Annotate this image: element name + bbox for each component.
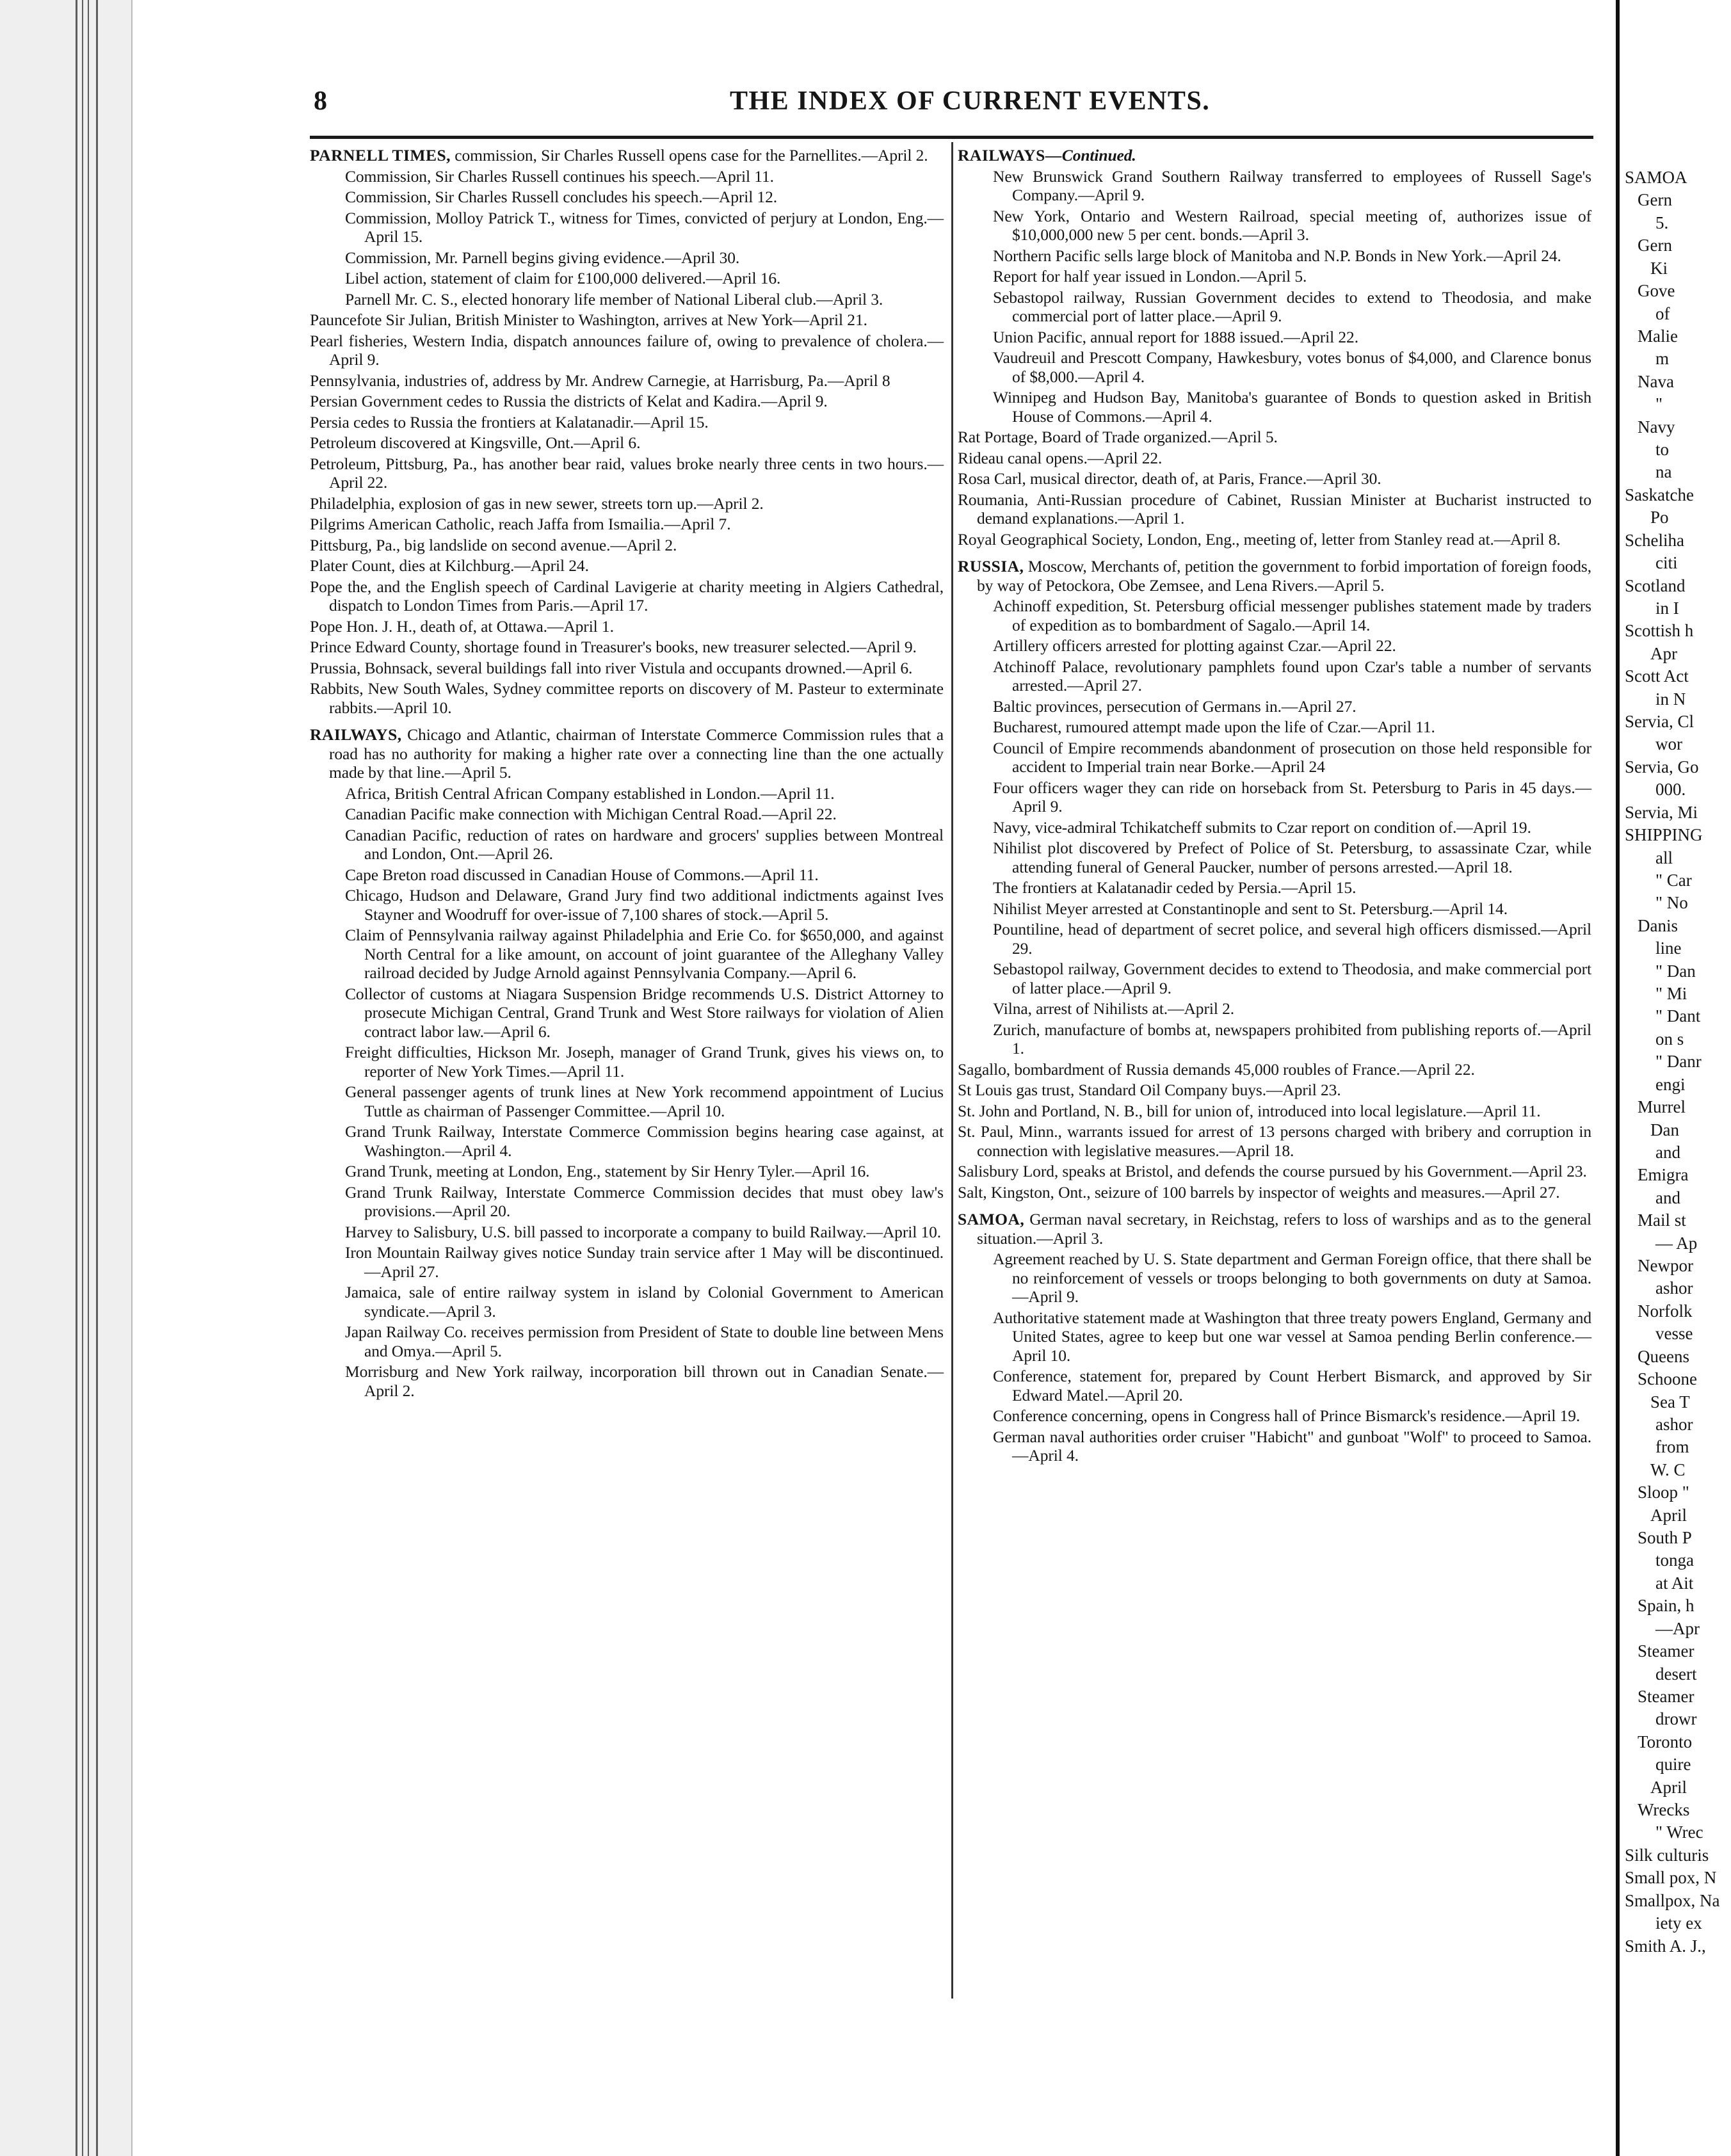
fragment-line: SAMOA (1625, 168, 1687, 187)
entry-text: Morrisburg and New York railway, incorporation bill thrown out in Canadian Senate.—April 2. (345, 1362, 944, 1400)
index-entry (958, 449, 1591, 468)
index-entry (345, 1283, 944, 1321)
index-entry (958, 428, 1591, 447)
fragment-line: 000. (1655, 780, 1686, 799)
entry-text: Prince Edward County, shortage found in Treasurer's books, new treasurer selected.—April 9. (310, 638, 917, 656)
entry-text: Rosa Carl, musical director, death of, at Paris, France.—April 30. (958, 469, 1381, 488)
header-rule (310, 136, 1593, 139)
entry-text: Freight difficulties, Hickson Mr. Joseph, manager of Grand Trunk, gives his views on, to reporter of New York Times.—April 11. (345, 1043, 944, 1081)
index-entry (958, 1183, 1591, 1202)
entry-text: Artillery officers arrested for plotting against Czar.—April 22. (993, 636, 1396, 655)
entry-text: Pennsylvania, industries of, address by Mr. Andrew Carnegie, at Harrisburg, Pa.—April 8 (310, 371, 890, 390)
entry-text: Conference, statement for, prepared by Count Herbert Bismarck, and approved by Sir Edward Matel.—April 20. (993, 1367, 1591, 1404)
index-entry (310, 310, 944, 330)
entry-text: Pittsburg, Pa., big landslide on second avenue.—April 2. (310, 535, 677, 554)
entry-text: Report for half year issued in London.—April 5. (993, 267, 1307, 286)
entry-text: Roumania, Anti-Russian procedure of Cabinet, Russian Minister at Bucharist instructed to demand explanations.—April 1. (958, 490, 1591, 527)
index-entry (993, 999, 1591, 1018)
fragment-line: " Wrec (1655, 1822, 1703, 1842)
fragment-line: drowr (1655, 1709, 1697, 1728)
entry-text: Japan Railway Co. receives permission from President of State to double line between Mens and Omya.—April 5. (345, 1323, 944, 1360)
entry-text: Sebastopol railway, Government decides to extend to Theodosia, and make commercial port of latter place.—April 9. (993, 960, 1591, 997)
index-entry (993, 878, 1591, 897)
index-entry (310, 413, 944, 432)
fragment-line: Norfolk (1638, 1301, 1693, 1321)
entry-text: Atchinoff Palace, revolutionary pamphlets found upon Czar's table a number of servants arrested.—April 27. (993, 657, 1591, 695)
fragment-line: Scheliha (1625, 531, 1684, 550)
index-entry (310, 659, 944, 678)
section-heading: RUSSIA, (958, 557, 1024, 575)
fragment-line: and (1655, 1143, 1680, 1162)
fragment-line: wor (1655, 734, 1682, 753)
index-entry (958, 530, 1591, 549)
fragment-line: Scottish h (1625, 621, 1694, 640)
right-column (958, 146, 1591, 1467)
entry-text: Commission, Mr. Parnell begins giving evidence.—April 30. (345, 248, 740, 267)
index-entry (345, 1043, 944, 1081)
fragment-line: Dan (1650, 1120, 1679, 1139)
index-entry (345, 985, 944, 1042)
page-edge-line (82, 0, 83, 2156)
fragment-line: Nava (1638, 372, 1674, 391)
index-entry (993, 636, 1591, 656)
index-entry (993, 1406, 1591, 1426)
entry-text: Iron Mountain Railway gives notice Sunday train service after 1 May will be discontinued.—April 27. (345, 1243, 944, 1281)
entry-text: Chicago, Hudson and Delaware, Grand Jury find two additional indictments against Ives Stayner and Woodruff for over-issue of 7,100 shares of stock.—April 5. (345, 886, 944, 924)
fragment-line: all (1655, 848, 1673, 867)
fragment-line: April (1650, 1778, 1687, 1797)
section-gap (958, 551, 1591, 557)
entry-text: The frontiers at Kalatanadir ceded by Persia.—April 15. (993, 878, 1357, 897)
entry-text: Baltic provinces, persecution of Germans in.—April 27. (993, 696, 1357, 716)
fragment-line: Steamer (1638, 1687, 1695, 1706)
entry-text: Philadelphia, explosion of gas in new sewer, streets torn up.—April 2. (310, 494, 764, 513)
fragment-line: tonga (1655, 1550, 1694, 1570)
fragment-line: Smith A. J., (1625, 1936, 1706, 1956)
index-entry (993, 1020, 1591, 1058)
index-entry (310, 577, 944, 615)
index-entry (345, 167, 944, 186)
entry-text: Bucharest, rumoured attempt made upon the life of Czar.—April 11. (993, 718, 1435, 736)
index-entry (958, 146, 1591, 165)
fragment-line: ashor (1655, 1278, 1693, 1298)
fragment-line: iety ex (1655, 1913, 1702, 1933)
fragment-line: Scott Act (1625, 666, 1689, 686)
index-entry (993, 1367, 1591, 1404)
fragment-line: Servia, Go (1625, 757, 1699, 776)
entry-text: German naval secretary, in Reichstag, refers to loss of warships and as to the general situation.—April 3. (977, 1210, 1591, 1248)
page-number: 8 (314, 86, 327, 116)
fragment-line: Saskatche (1625, 485, 1694, 504)
index-entry (993, 697, 1591, 716)
index-entry (345, 1243, 944, 1281)
fragment-line: Scotland (1625, 576, 1686, 595)
index-entry (993, 246, 1591, 266)
section-heading: RAILWAYS— (958, 146, 1062, 165)
fragment-line: Wrecks (1638, 1800, 1690, 1819)
entry-text: German naval authorities order cruiser "Habicht" and gunboat "Wolf" to proceed to Samoa.—April 4. (993, 1427, 1591, 1465)
entry-text: Chicago and Atlantic, chairman of Interstate Commerce Commission rules that a road has no authority for making a higher rate over a connecting line than the one actually made by that line.—April 5. (329, 725, 944, 782)
fragment-line: " (1655, 394, 1663, 414)
fragment-line: Smallpox, Na (1625, 1891, 1720, 1910)
index-entry (345, 926, 944, 983)
index-entry (345, 1122, 944, 1160)
entry-text: Plater Count, dies at Kilchburg.—April 24. (310, 556, 589, 575)
index-entry (345, 826, 944, 864)
entry-text: Nihilist plot discovered by Prefect of Police of St. Petersburg, to assassinate Czar, while attending funeral of General Paucker, number of persons arrested.—April 18. (993, 839, 1591, 876)
fragment-line: Small pox, N (1625, 1868, 1717, 1887)
entry-text: Council of Empire recommends abandonment of prosecution on those held responsible for accident to Imperial train near Borke.—April 24 (993, 738, 1591, 776)
entry-text: New Brunswick Grand Southern Railway transferred to employees of Russell Sage's Company.—April 9. (993, 166, 1591, 204)
entry-text: Canadian Pacific make connection with Michigan Central Road.—April 22. (345, 805, 837, 823)
index-entry (958, 469, 1591, 488)
left-column (310, 146, 944, 1402)
fragment-line: " Mi (1655, 984, 1687, 1003)
index-entry (993, 778, 1591, 816)
fragment-line: Apr (1650, 644, 1677, 663)
index-entry (310, 494, 944, 513)
fragment-line: Po (1650, 508, 1669, 527)
index-entry (993, 718, 1591, 737)
entry-text: Winnipeg and Hudson Bay, Manitoba's guarantee of Bonds to question asked in British House of Commons.—April 4. (993, 388, 1591, 426)
index-entry (958, 557, 1591, 595)
entry-text: Salisbury Lord, speaks at Bristol, and defends the course pursued by his Government.—April 23. (958, 1162, 1587, 1180)
entry-text: Rat Portage, Board of Trade organized.—April 5. (958, 428, 1278, 446)
entry-text: Achinoff expedition, St. Petersburg official messenger publishes statement made by traders of expedition as to bombardment of Sagalo.—April 14. (993, 597, 1591, 634)
entry-text: Commission, Sir Charles Russell continues his speech.—April 11. (345, 166, 774, 186)
fragment-line: Murrel (1638, 1097, 1686, 1116)
index-entry (345, 1162, 944, 1181)
fragment-line: " Dan (1655, 961, 1696, 981)
entry-text: Navy, vice-admiral Tchikatcheff submits to Czar report on condition of.—April 19. (993, 817, 1531, 837)
fragment-line: in I (1655, 599, 1679, 618)
fragment-line: citi (1655, 553, 1678, 572)
entry-text: Grand Trunk Railway, Interstate Commerce Commission decides that must obey law's provisions.—April 20. (345, 1182, 944, 1220)
fragment-line: W. C (1650, 1460, 1686, 1479)
entry-text: Rabbits, New South Wales, Sydney committee reports on discovery of M. Pasteur to exterminate rabbits.—April 10. (310, 679, 944, 717)
index-entry (993, 167, 1591, 205)
fragment-line: SHIPPING (1625, 825, 1703, 844)
index-entry (993, 328, 1591, 347)
index-entry (310, 679, 944, 717)
entry-text: Cape Breton road discussed in Canadian House of Commons.—April 11. (345, 865, 819, 884)
fragment-line: from (1655, 1437, 1689, 1456)
index-entry (310, 455, 944, 492)
entry-text: St Louis gas trust, Standard Oil Company buys.—April 23. (958, 1081, 1341, 1099)
entry-text: Persia cedes to Russia the frontiers at Kalatanadir.—April 15. (310, 412, 709, 431)
index-entry (993, 597, 1591, 634)
fragment-line: of (1655, 304, 1670, 323)
fragment-line: engi (1655, 1075, 1686, 1094)
entry-text: Authoritative statement made at Washington that three treaty powers England, Germany and United States, agree to keep but one war vessel at Samoa pending Berlin conference.—April 10. (993, 1308, 1591, 1365)
fragment-line: Toronto (1638, 1732, 1693, 1751)
index-entry (345, 865, 944, 885)
fragment-line: quire (1655, 1755, 1691, 1774)
entry-text: General passenger agents of trunk lines at New York recommend appointment of Lucius Tuttle as chairman of Passenger Committee.—April 10. (345, 1082, 944, 1120)
fragment-line: Gern (1638, 190, 1672, 209)
fragment-line: Queens (1638, 1347, 1689, 1366)
index-entry (310, 617, 944, 636)
fragment-line: Silk culturis (1625, 1846, 1709, 1865)
page-edge-line (76, 0, 77, 2156)
entry-text: Union Pacific, annual report for 1888 issued.—April 22. (993, 327, 1358, 346)
fragment-line: April (1650, 1506, 1687, 1525)
entry-text: Pountiline, head of department of secret police, and several high officers dismissed.—April 29. (993, 920, 1591, 958)
fragment-line: Schoone (1638, 1369, 1697, 1388)
fragment-line: Navy (1638, 417, 1675, 437)
index-entry (345, 784, 944, 803)
entry-text: Africa, British Central African Company established in London.—April 11. (345, 784, 835, 803)
fragment-line: in N (1655, 689, 1686, 709)
entry-text: Petroleum discovered at Kingsville, Ont.—April 6. (310, 433, 641, 452)
entry-text: Canadian Pacific, reduction of rates on hardware and grocers' supplies between Montreal and London, Ont.—April 26. (345, 825, 944, 863)
entry-text: Harvey to Salisbury, U.S. bill passed to incorporate a company to build Railway.—April 10. (345, 1222, 942, 1241)
index-entry (993, 899, 1591, 919)
index-entry (310, 371, 944, 390)
entry-text: Pope the, and the English speech of Cardinal Lavigerie at charity meeting in Algiers Cathedral, dispatch to London Times from Paris.—April 17. (310, 577, 944, 615)
entry-text: Northern Pacific sells large block of Manitoba and N.P. Bonds in New York.—April 24. (993, 246, 1561, 265)
fragment-line: on s (1655, 1029, 1684, 1049)
entry-text: Claim of Pennsylvania railway against Philadelphia and Erie Co. for $650,000, and against North Central for a like amount, on account of joint guarantee of the Alleghany Valley railroad decided by Judge Arnold against Pennsylvania Company.—April 6. (345, 926, 944, 982)
fragment-line: ashor (1655, 1415, 1693, 1434)
section-gap (958, 1203, 1591, 1210)
fragment-line: Gern (1638, 236, 1672, 255)
entry-text: Conference concerning, opens in Congress hall of Prince Bismarck's residence.—April 19. (993, 1406, 1581, 1425)
fragment-line: Servia, Mi (1625, 803, 1698, 822)
index-entry (993, 920, 1591, 958)
fragment-line: Spain, h (1638, 1596, 1695, 1615)
entry-text: Salt, Kingston, Ont., seizure of 100 barrels by inspector of weights and measures.—April 27. (958, 1182, 1560, 1202)
fragment-line: — Ap (1655, 1234, 1698, 1253)
entry-text: New York, Ontario and Western Railroad, special meeting of, authorizes issue of $10,000,000 new 5 per cent. bonds.—April 3. (993, 206, 1591, 244)
fragment-line: Sea T (1650, 1392, 1690, 1412)
index-entry (345, 188, 944, 207)
fragment-line: Newpor (1638, 1256, 1693, 1275)
index-entry (958, 1122, 1591, 1160)
fragment-line: Mail st (1638, 1211, 1686, 1230)
index-entry (310, 556, 944, 575)
entry-text: Jamaica, sale of entire railway system in island by Colonial Government to American syndicate.—April 3. (345, 1283, 944, 1321)
entry-text: Prussia, Bohnsack, several buildings fall into river Vistula and occupants drowned.—April 6. (310, 658, 913, 677)
entry-text: Agreement reached by U. S. State department and German Foreign office, that there shall be no reinforcement of vessels or troops belonging to both governments on duty at Samoa.—April 9. (993, 1250, 1591, 1306)
index-entry (345, 805, 944, 824)
binding-margin (0, 0, 131, 2156)
index-entry (993, 388, 1591, 426)
index-entry (345, 1223, 944, 1242)
fragment-line: —Apr (1655, 1619, 1700, 1638)
fragment-line: South P (1638, 1528, 1692, 1547)
entry-text: St. Paul, Minn., warrants issued for arrest of 13 persons charged with bribery and corruption in connection with legislative measures.—April 18. (958, 1122, 1591, 1160)
entry-text: St. John and Portland, N. B., bill for union of, introduced into local legislature.—April 11. (958, 1101, 1541, 1120)
entry-text: Collector of customs at Niagara Suspension Bridge recommends U.S. District Attorney to prosecute Michigan Central, Grand Trunk and West Store railways for violation of Alien contract labor law.—April 6. (345, 984, 944, 1041)
index-entry (958, 1081, 1591, 1100)
entry-text: Zurich, manufacture of bombs at, newspapers prohibited from publishing reports of.—April 1. (993, 1020, 1591, 1058)
index-entry (310, 433, 944, 453)
index-entry (345, 1082, 944, 1120)
index-entry (993, 818, 1591, 837)
fragment-line: desert (1655, 1664, 1697, 1684)
entry-text: Royal Geographical Society, London, Eng., meeting of, letter from Stanley read at.—April 8. (958, 529, 1561, 549)
entry-text: Nihilist Meyer arrested at Constantinople and sent to St. Petersburg.—April 14. (993, 899, 1508, 918)
index-entry (958, 1210, 1591, 1248)
index-entry (958, 1060, 1591, 1079)
page-border (131, 0, 133, 2156)
index-entry (993, 1250, 1591, 1307)
column-rule (951, 142, 953, 1999)
index-entry (345, 209, 944, 246)
entry-text: Pauncefote Sir Julian, British Minister to Washington, arrives at New York—April 21. (310, 310, 867, 329)
index-entry (310, 638, 944, 657)
adjacent-page-fragment (1620, 0, 1731, 2156)
index-entry (310, 392, 944, 411)
page-edge-line (96, 0, 98, 2156)
index-entry (993, 1428, 1591, 1465)
fragment-line: 5. (1655, 213, 1669, 232)
index-entry (958, 490, 1591, 528)
entry-text: Sebastopol railway, Russian Government decides to extend to Theodosia, and make commercial port of latter place.—April 9. (993, 287, 1591, 325)
entry-text: Moscow, Merchants of, petition the government to forbid importation of foreign foods, by way of Petockora, Obe Zemsee, and Lena Rivers.—April 5. (977, 557, 1591, 595)
page-edge-line (88, 0, 89, 2156)
fragment-line: vesse (1655, 1324, 1693, 1343)
index-entry (993, 1308, 1591, 1365)
entry-text: Libel action, statement of claim for £100,000 delivered.—April 16. (345, 269, 781, 287)
index-entry (993, 267, 1591, 286)
index-entry (958, 1162, 1591, 1181)
entry-text: Petroleum, Pittsburg, Pa., has another bear raid, values broke nearly three cents in two hours.—April 22. (310, 454, 944, 492)
fragment-line: Ki (1650, 259, 1668, 278)
fragment-line: " Danr (1655, 1052, 1702, 1071)
fragment-line: na (1655, 462, 1672, 481)
fragment-line: line (1655, 938, 1682, 958)
section-heading: RAILWAYS, (310, 725, 402, 744)
entry-text: Grand Trunk, meeting at London, Eng., statement by Sir Henry Tyler.—April 16. (345, 1162, 870, 1180)
entry-text: Pope Hon. J. H., death of, at Ottawa.—April 1. (310, 616, 614, 636)
index-entry (958, 1102, 1591, 1121)
fragment-line: Malie (1638, 326, 1678, 346)
fragment-line: " No (1655, 893, 1688, 912)
fragment-line: Servia, Cl (1625, 712, 1694, 731)
entry-text: Commission, Sir Charles Russell concludes his speech.—April 12. (345, 188, 778, 206)
index-entry (345, 1323, 944, 1360)
fragment-line: Steamer (1638, 1641, 1695, 1661)
index-entry (345, 248, 944, 268)
fragment-line: " Car (1655, 871, 1692, 890)
index-entry (345, 1183, 944, 1221)
section-gap (310, 719, 944, 725)
fragment-line: and (1655, 1188, 1680, 1207)
entry-text: Pearl fisheries, Western India, dispatch announces failure of, owing to prevalence of cholera.—April 9. (310, 331, 944, 369)
index-entry (993, 839, 1591, 876)
entry-text: Vilna, arrest of Nihilists at.—April 2. (993, 999, 1235, 1018)
entry-text: Grand Trunk Railway, Interstate Commerce Commission begins hearing case against, at Washington.—April 4. (345, 1122, 944, 1160)
index-entry (993, 207, 1591, 245)
entry-text: Commission, Molloy Patrick T., witness for Times, convicted of perjury at London, Eng.—April 15. (345, 208, 944, 246)
index-entry (993, 288, 1591, 326)
fragment-line: to (1655, 440, 1670, 459)
fragment-line: at Ait (1655, 1573, 1694, 1593)
continued-label: Continued. (1061, 146, 1136, 165)
index-entry (310, 515, 944, 534)
index-entry (345, 1362, 944, 1400)
fragment-line: Sloop " (1638, 1483, 1689, 1502)
index-entry (993, 348, 1591, 386)
fragment-line: Danis (1638, 916, 1678, 935)
index-entry (345, 290, 944, 309)
entry-text: Rideau canal opens.—April 22. (958, 448, 1163, 467)
index-entry (345, 269, 944, 288)
entry-text: Parnell Mr. C. S., elected honorary life member of National Liberal club.—April 3. (345, 289, 883, 309)
running-head: THE INDEX OF CURRENT EVENTS. (730, 86, 1211, 116)
fragment-line: m (1655, 349, 1670, 368)
index-entry (993, 960, 1591, 997)
index-entry (310, 146, 944, 165)
index-entry (310, 725, 944, 782)
entry-text: Sagallo, bombardment of Russia demands 45,000 roubles of France.—April 22. (958, 1059, 1475, 1079)
index-entry (993, 657, 1591, 695)
fragment-line: " Dant (1655, 1006, 1701, 1026)
index-entry (310, 536, 944, 555)
entry-text: Four officers wager they can ride on horseback from St. Petersburg to Paris in 45 days.—April 9. (993, 778, 1591, 816)
entry-text: Persian Government cedes to Russia the districts of Kelat and Kadira.—April 9. (310, 392, 828, 410)
section-heading: PARNELL TIMES, (310, 146, 451, 165)
entry-text: Vaudreuil and Prescott Company, Hawkesbury, votes bonus of $4,000, and Clarence bonus of $8,000.—April 4. (993, 348, 1591, 386)
section-heading: SAMOA, (958, 1210, 1025, 1228)
index-entry (993, 739, 1591, 776)
entry-text: commission, Sir Charles Russell opens case for the Parnellites.—April 2. (451, 146, 928, 165)
entry-text: Pilgrims American Catholic, reach Jaffa from Ismailia.—April 7. (310, 515, 731, 533)
index-entry (310, 332, 944, 369)
index-entry (345, 886, 944, 924)
fragment-line: Gove (1638, 281, 1675, 300)
fragment-line: Emigra (1638, 1165, 1689, 1184)
